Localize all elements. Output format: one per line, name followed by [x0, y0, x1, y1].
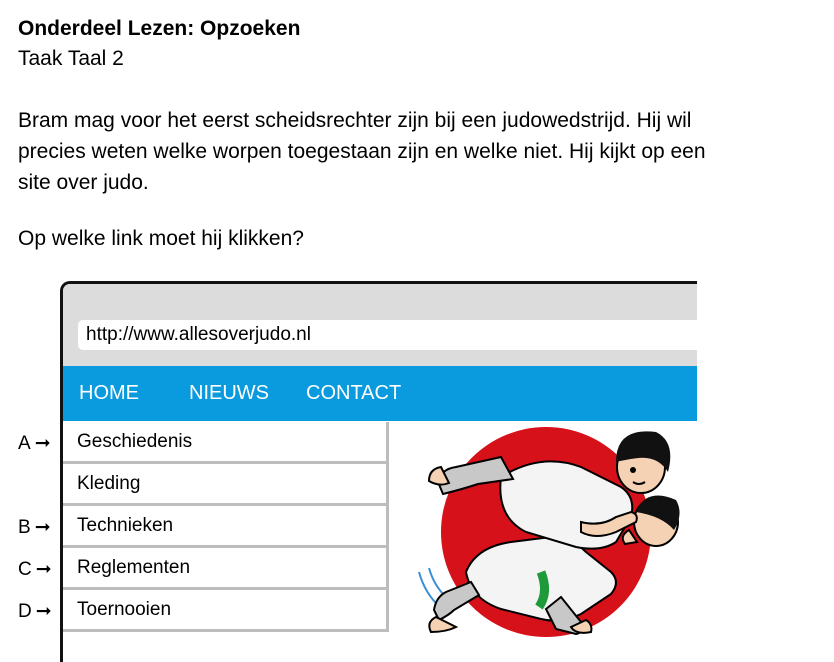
- nav-home[interactable]: HOME: [79, 382, 139, 404]
- question-text: Op welke link moet hij klikken?: [18, 227, 304, 250]
- marker-letter: D: [18, 601, 32, 622]
- marker-letter: A: [18, 433, 31, 454]
- marker-d: [18, 600, 52, 624]
- menu-item-technieken[interactable]: Technieken: [63, 506, 389, 548]
- intro-line: Bram mag voor het eerst scheidsrechter zijn bij een judowedstrijd. Hij wil: [18, 109, 692, 132]
- browser-chrome: [63, 284, 697, 366]
- intro-line: precies weten welke worpen toegestaan zijn en welke niet. Hij kijkt op een: [18, 140, 706, 163]
- page-subtitle: Taak Taal 2: [18, 47, 124, 70]
- arrow-right-icon: ➞: [35, 601, 52, 622]
- page-title: Onderdeel Lezen: Opzoeken: [18, 17, 301, 40]
- site-navbar: [63, 366, 697, 421]
- judo-fighters-icon: [411, 422, 691, 637]
- arrow-right-icon: ➞: [34, 517, 51, 538]
- menu-item-geschiedenis[interactable]: Geschiedenis: [63, 422, 389, 464]
- sidebar-menu: [63, 422, 389, 632]
- nav-contact[interactable]: CONTACT: [306, 382, 402, 404]
- marker-letter: B: [18, 517, 31, 538]
- menu-item-toernooien[interactable]: Toernooien: [63, 590, 389, 632]
- nav-nieuws[interactable]: NIEUWS: [189, 382, 269, 404]
- marker-a: [18, 432, 51, 456]
- menu-item-reglementen[interactable]: Reglementen: [63, 548, 389, 590]
- marker-c: [18, 558, 52, 582]
- marker-letter: C: [18, 559, 32, 580]
- menu-item-kleding[interactable]: Kleding: [63, 464, 389, 506]
- intro-text: [18, 105, 828, 198]
- intro-line: site over judo.: [18, 171, 149, 194]
- marker-b: [18, 516, 51, 540]
- browser-window: [60, 281, 697, 662]
- arrow-right-icon: ➞: [35, 559, 52, 580]
- address-bar[interactable]: http://www.allesoverjudo.nl: [78, 320, 697, 350]
- arrow-right-icon: ➞: [34, 433, 51, 454]
